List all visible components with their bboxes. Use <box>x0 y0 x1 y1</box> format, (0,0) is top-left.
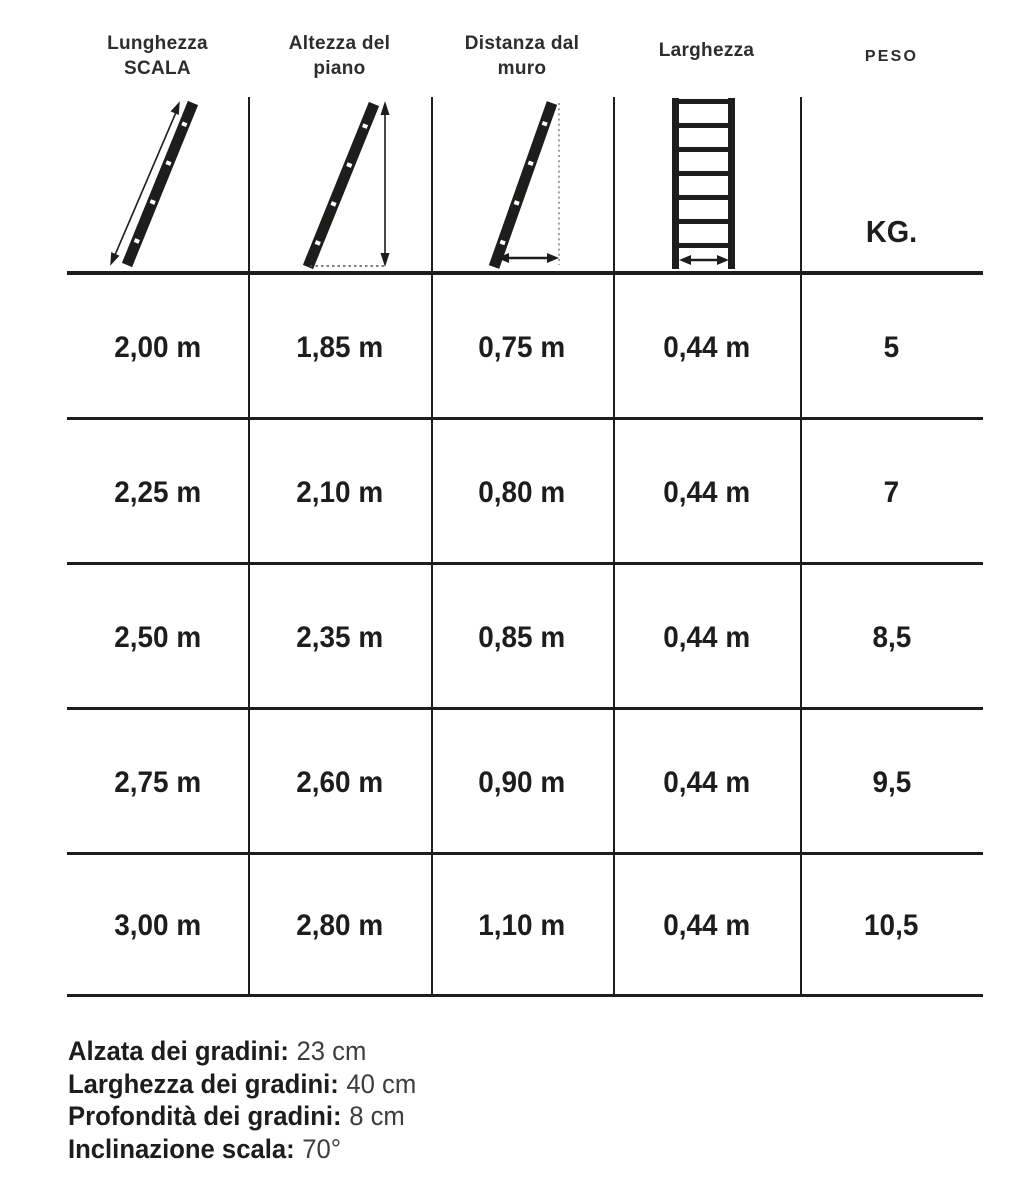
platform-height-icon <box>248 97 431 273</box>
spec-label: Profondità dei gradini: <box>68 1101 342 1131</box>
column-header-line: muro <box>497 58 547 79</box>
weight-unit-label <box>800 214 983 250</box>
table-cell: 8,5 <box>872 620 911 654</box>
table-cell: 0,44 m <box>663 475 750 509</box>
spec-line-step-depth <box>68 1100 416 1133</box>
table-cell: 2,80 m <box>296 909 383 942</box>
column-header-line: Lunghezza <box>107 33 208 54</box>
spec-line-step-width <box>68 1068 416 1101</box>
spec-value: 40 cm <box>346 1068 417 1099</box>
table-cell: 2,60 m <box>296 765 383 799</box>
table-cell: 3,00 m <box>114 909 201 942</box>
table-row <box>67 417 983 562</box>
weight-unit-text: KG. <box>865 214 918 249</box>
spec-line-incline <box>68 1133 416 1166</box>
table-row <box>67 562 983 707</box>
wall-distance-icon <box>431 97 613 273</box>
table-bottom-line <box>67 994 983 997</box>
column-header-line: piano <box>313 58 366 79</box>
table-cell: 2,50 m <box>114 620 201 654</box>
table-cell: 2,00 m <box>114 331 201 364</box>
table-cell: 0,44 m <box>663 620 750 654</box>
spec-value: 8 cm <box>349 1101 405 1131</box>
table-cell: 0,75 m <box>478 331 566 364</box>
table-cell: 0,80 m <box>478 475 566 509</box>
table-cell: 0,44 m <box>663 765 750 799</box>
column-header-wall-distance <box>431 31 613 81</box>
table-row <box>67 707 983 852</box>
table-cell: 7 <box>883 475 900 509</box>
column-header-line: PESO <box>864 48 919 65</box>
spec-label: Alzata dei gradini: <box>68 1036 289 1066</box>
column-header-line: Distanza dal <box>464 33 580 54</box>
spec-line-step-rise <box>68 1035 416 1068</box>
table-cell: 2,25 m <box>114 475 201 509</box>
table-cell: 1,85 m <box>296 331 383 364</box>
table-cell: 0,44 m <box>663 331 750 364</box>
column-header-line: SCALA <box>124 58 191 79</box>
spec-value: 23 cm <box>296 1036 367 1066</box>
table-cell: 1,10 m <box>478 909 566 942</box>
table-cell: 10,5 <box>864 909 919 942</box>
table-cell: 2,35 m <box>296 620 383 654</box>
table-cell: 2,75 m <box>114 765 201 799</box>
table-cell: 0,90 m <box>478 765 566 799</box>
table-cell: 2,10 m <box>296 475 383 509</box>
column-header-line: Larghezza <box>658 40 755 61</box>
table-cell: 0,44 m <box>663 909 750 942</box>
spec-label: Larghezza dei gradini: <box>68 1068 339 1099</box>
table-cell: 9,5 <box>872 765 911 799</box>
spec-notes <box>68 1035 435 1165</box>
column-header-width <box>613 38 800 63</box>
spec-label: Inclinazione scala: <box>68 1133 295 1164</box>
table-cell: 0,85 m <box>478 620 566 654</box>
column-header-ladder-length <box>67 31 248 81</box>
spec-value: 70° <box>302 1133 342 1164</box>
ladder-width-icon <box>613 97 800 273</box>
column-header-weight <box>800 44 983 69</box>
table-row <box>67 852 983 994</box>
column-header-line: Altezza del <box>288 33 391 54</box>
ladder-length-icon <box>67 97 248 273</box>
column-header-platform-height <box>248 31 431 81</box>
table-cell: 5 <box>883 331 900 364</box>
table-row <box>67 273 983 417</box>
